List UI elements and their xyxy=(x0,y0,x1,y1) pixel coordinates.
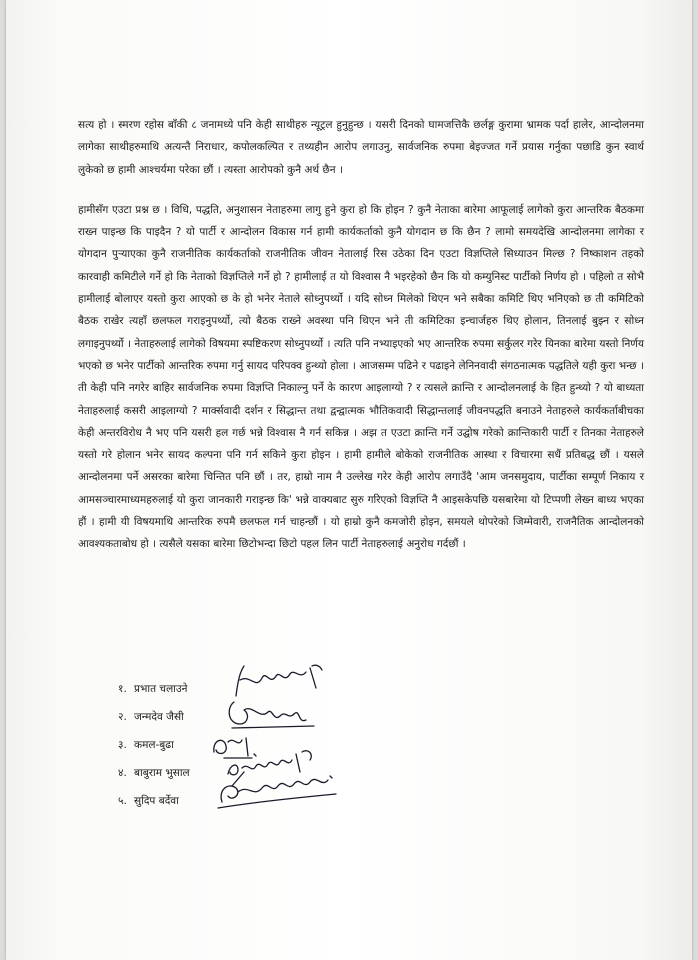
signatory-name: जन्मदेव जैसी xyxy=(134,711,184,723)
signatory-number: ४. xyxy=(118,767,127,779)
signatory-name: सुदिप बर्देवा xyxy=(134,795,179,807)
signatory-list xyxy=(118,672,418,812)
signatory-number: १. xyxy=(118,683,127,695)
signatory-number: २. xyxy=(118,711,127,723)
signatory-name: बाबुराम भुसाल xyxy=(134,767,190,779)
paragraph-1: सत्य हो । स्मरण रहोस बाँकी ८ जनामध्ये पनि केही साथीहरु न्यूट्रल हुनुहुन्छ । यसरी दिनको घामजत्तिकै छर्लङ्ग कुरामा भ्रामक पर्दा हालेर, आन्दोलनमा लागेका साथीहरुमाथि अत्यन्तै निराधार, कपोलकल्पित र तथ्यहीन आरोप लगाउनु, सार्वजनिक रुपमा बेइज्जत गर्ने प्रयास गर्नुका पछाडि कुन स्वार्थ लुकेको छ हामी आश्चर्यमा परेका छौं । त्यस्ता आरोपको कुनै अर्थ छैन । xyxy=(78,119,644,176)
statement-body xyxy=(78,114,644,556)
signatory-number: ३. xyxy=(118,739,127,751)
signatory-number: ५. xyxy=(118,795,127,807)
handwritten-signature-5 xyxy=(214,762,344,818)
signatory-row-5 xyxy=(118,784,418,812)
signatory-row-2 xyxy=(118,700,418,728)
paragraph-2: हामीसँग एउटा प्रश्न छ । विधि, पद्धति, अनुशासन नेताहरुमा लागु हुने कुरा हो कि होइन ? कुनै नेताका बारेमा आफूलाई लागेको कुरा आन्तरिक बैठकमा राख्न पाइन्छ कि पाइदैन ? यो पार्टी र आन्दोलन विकास गर्न हामी कार्यकर्ताको कुनै योगदान छ कि छैन ? लामो समयदेखि आन्दोलनमा लागेका र योगदान पुऱ्याएका कुनै राजनीतिक कार्यकर्ताको राजनीतिक जीवन नेतालाई रिस उठेका दिन एउटा विज्ञप्तिले सिध्याउन मिल्छ ? निष्काशन तहको कारवाही कमिटीले गर्ने हो कि नेताको विज्ञप्तिले गर्ने हो ? हामीलाई त यो विश्वास नै भइरहेको छैन कि यो कम्युनिस्ट पार्टीको निर्णय हो । पहिलो त सोभै हामीलाई बोलाएर यस्तो कुरा आएको छ के हो भनेर नेताले सोध्नुपर्थ्यो । यदि सोध्न मिलेको थिएन भने सबैका कमिटि थिए भनिएको छ ती कमिटिको बैठक राखेर त्यहाँ छलफल गराइनुपर्थ्यो, त्यो बैठक राख्ने अवस्था पनि थिएन भने ती कमिटिका इन्चार्जहरु थिए होलान, तिनलाई बुझ्न र सोध्न लगाइनुपर्थ्यो । नेताहरुलाई लागेको विषयमा स्पष्टिकरण सोध्नुपर्थ्यो । त्यति पनि नभ्याइएको भए आन्तरिक रुपमा सर्कुलर गरेर यिनका बारेमा यस्तो निर्णय भएको छ भनेर पार्टीको आन्तरिक रुपमा गर्नु सायद परिपक्व हुन्थ्यो होला । आजसम्म पढिने र पढाइने लेनिनवादी संगठनात्मक पद्धतिले यही कुरा भन्छ । ती केही पनि नगरेर बाहिर सार्वजनिक रुपमा विज्ञप्ति निकाल्नु पर्ने के कारण आइलाग्यो ? र त्यसले क्रान्ति र आन्दोलनलाई के हित हुन्थ्यो ? यो बाध्यता नेताहरुलाई कसरी आइलाग्यो ? मार्क्सवादी दर्शन र सिद्धान्त तथा द्वन्द्वात्मक भौतिकवादी सिद्धान्तलाई जीवनपद्धति बनाउने नेताहरुले कार्यकर्ताबीचका केही अन्तरविरोध नै भए पनि यसरी हल गर्छ भन्ने विश्वास नै गर्न सकिन्न । अझ त एउटा क्रान्ति गर्ने उद्घोष गरेको क्रान्तिकारी पार्टी र तिनका नेताहरुले यस्तो गरे होलान भनेर सायद कल्पना पनि गर्न सकिने कुरा होइन । हामी हामीले बोकेको राजनीतिक आस्था र विचारमा सधैं प्रतिबद्ध छौं । यसले आन्दोलनमा पर्ने असरका बारेमा चिन्तित पनि छौं । तर, हाम्रो नाम नै उल्लेख गरेर केही आरोप लगाउँदै 'आम जनसमुदाय, पार्टीका सम्पूर्ण निकाय र आमसञ्चारमाध्यमहरुलाई यो कुरा जानकारी गराइन्छ कि' भन्ने वाक्यबाट सुरु गरिएको विज्ञप्ति नै आइसकेपछि यसबारेमा यो टिप्पणी लेख्न बाध्य भएका हौं । हामी यी विषयमाथि आन्तरिक रुपमै छलफल गर्न चाहन्छौं । यो हाम्रो कुनै कमजोरी होइन, समयले थोपरेको जिम्मेवारी, राजनैतिक आन्दोलनको आवश्यकताबोध हो । त्यसैले यसका बारेमा छिटोभन्दा छिटो पहल लिन पार्टी नेताहरुलाई अनुरोध गर्दछौं । xyxy=(78,203,644,551)
signatory-name: प्रभात चलाउने xyxy=(134,683,188,695)
document-page xyxy=(6,0,692,960)
signatory-name: कमल-बुढा xyxy=(134,739,174,751)
